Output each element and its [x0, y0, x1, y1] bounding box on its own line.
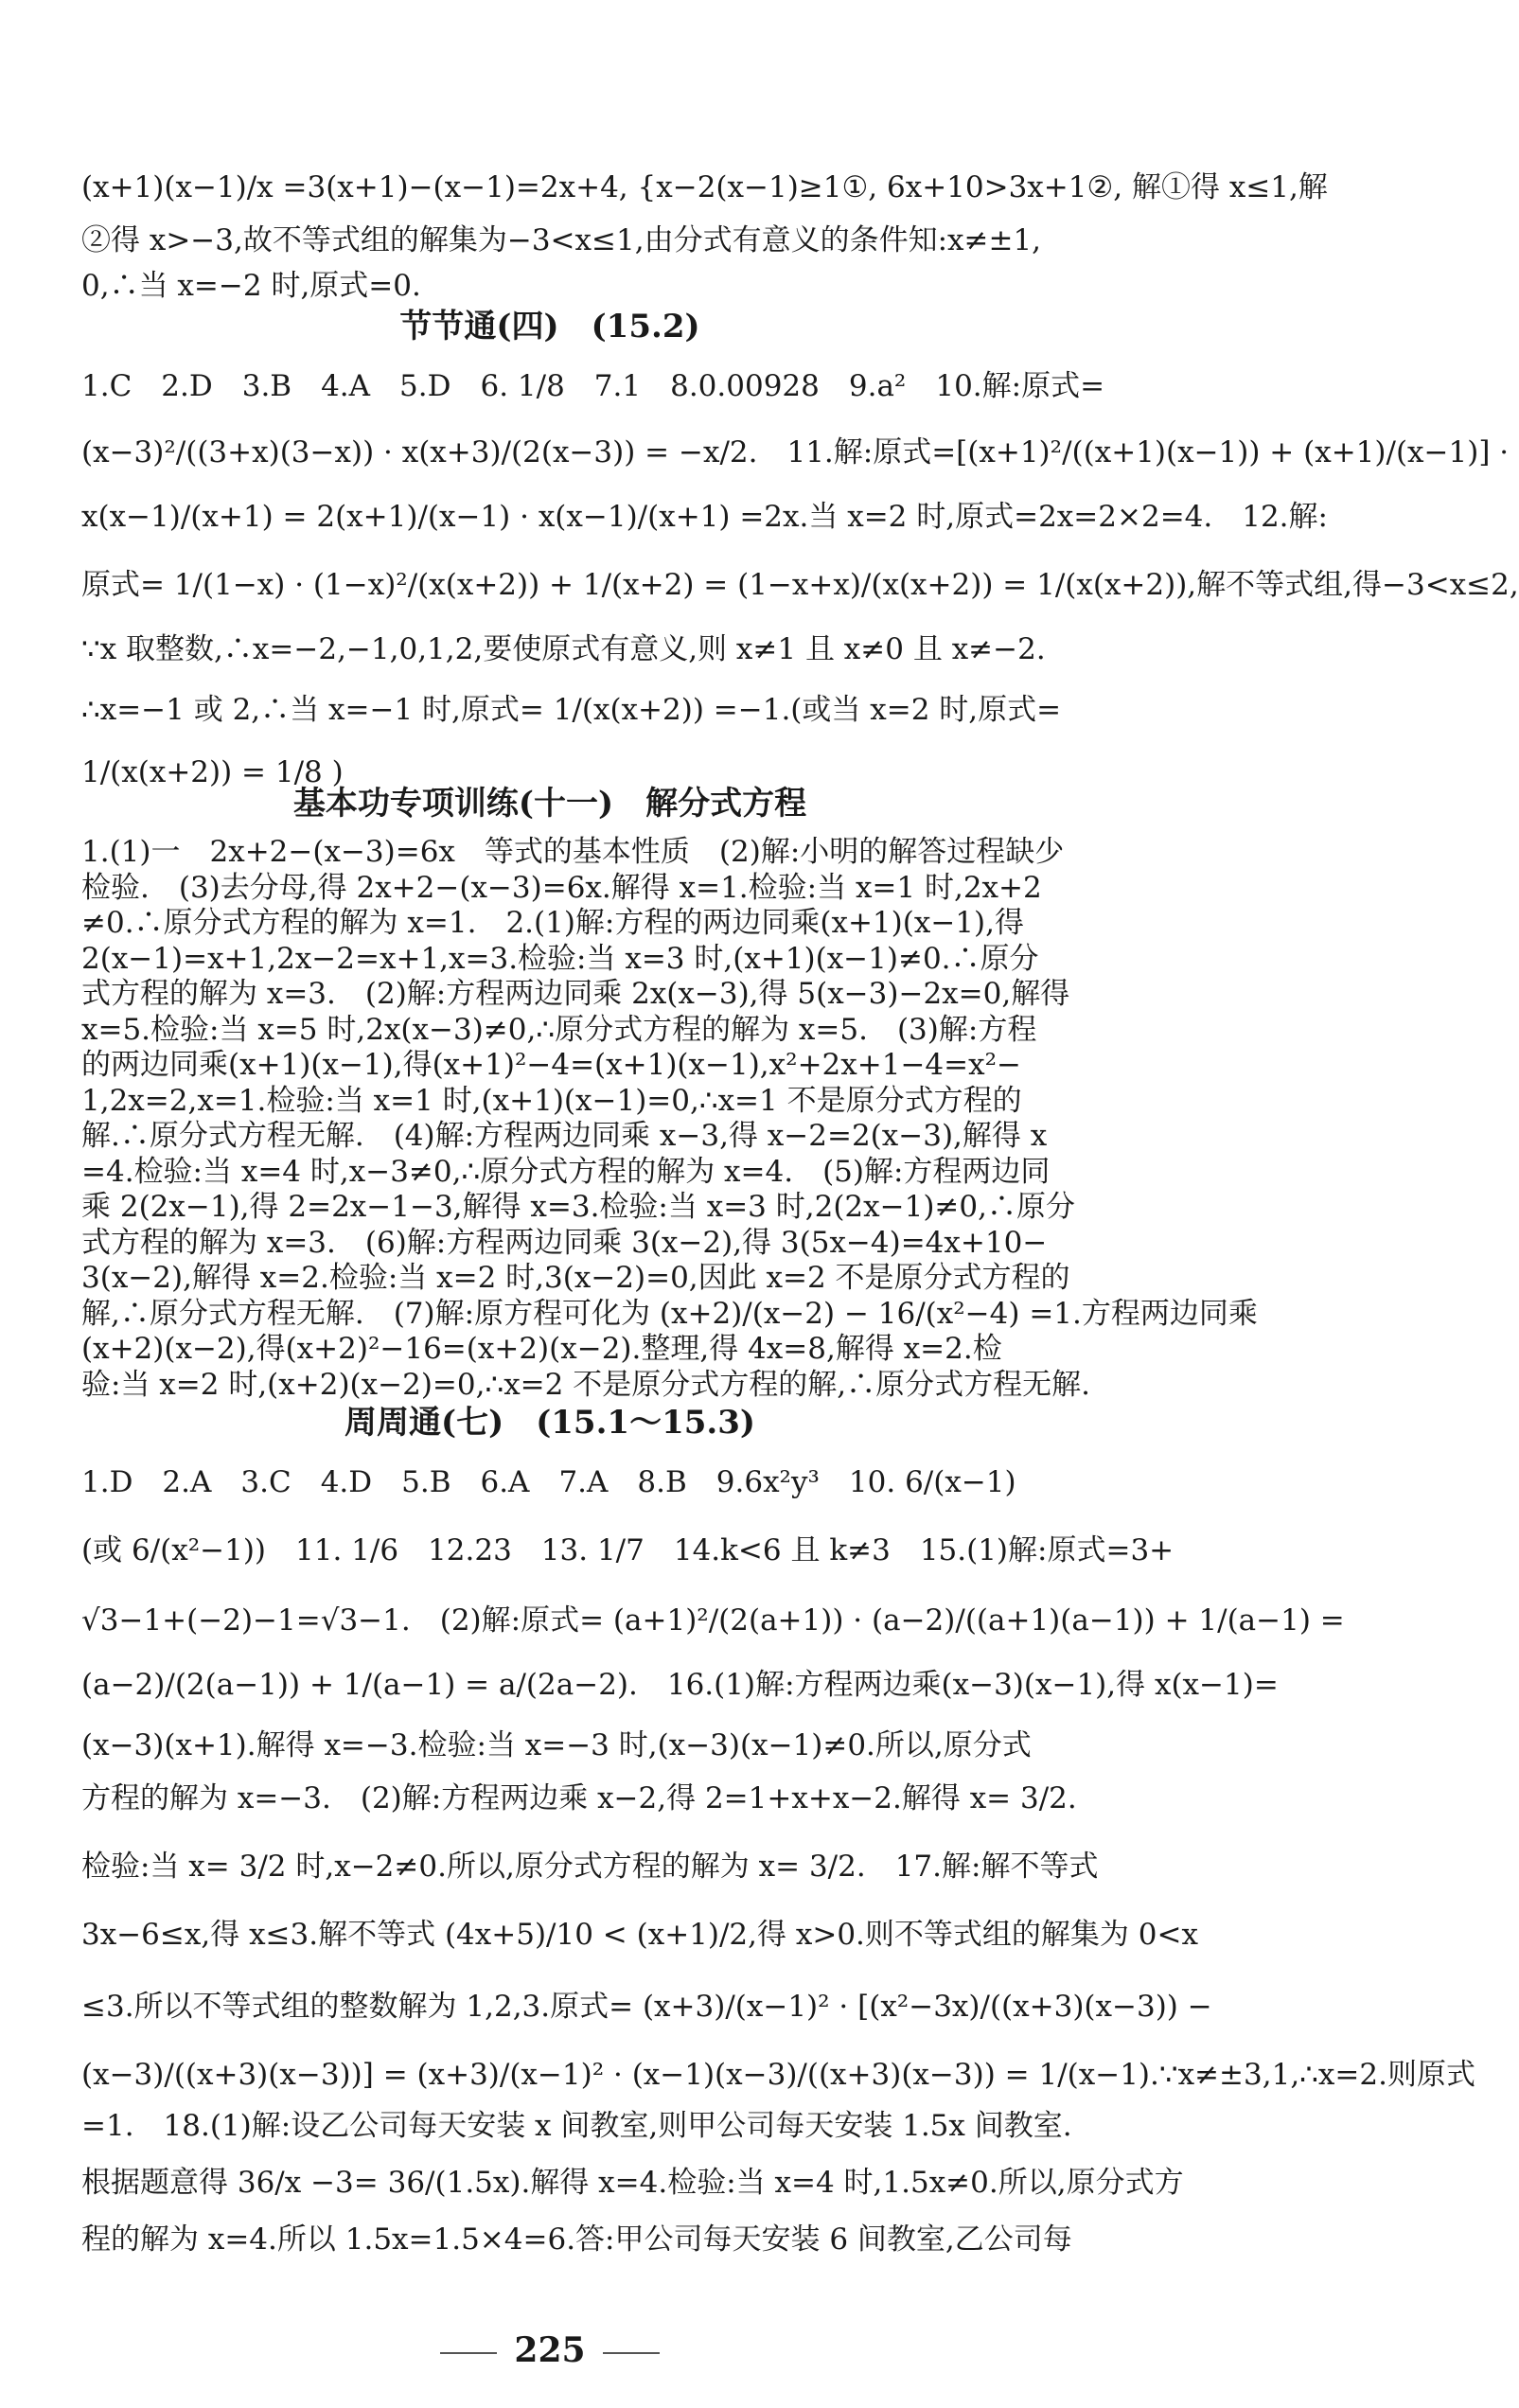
- text-line: 1.D 2.A 3.C 4.D 5.B 6.A 7.A 8.B 9.6x²y³ 10. 6/(x−1): [81, 1465, 1016, 1499]
- text-line: =1. 18.(1)解:设乙公司每天安装 x 间教室,则甲公司每天安装 1.5x 间教室.: [81, 2109, 1072, 2143]
- text-line: x(x−1)/(x+1) = 2(x+1)/(x−1) · x(x−1)/(x+1) =2x.当 x=2 时,原式=2x=2×2=4. 12.解:: [81, 500, 1328, 534]
- section-heading-zhouzhoutong: 周周通(七) (15.1～15.3): [344, 1404, 755, 1442]
- text-line: (x−3)/((x+3)(x−3))] = (x+3)/(x−1)² · (x−1)(x−3)/((x+3)(x−3)) = 1/(x−1).∵x≠±3,1,∴x=2.则原式: [81, 2058, 1475, 2092]
- text-line: x=5.检验:当 x=5 时,2x(x−3)≠0,∴原分式方程的解为 x=5. (3)解:方程: [81, 1012, 1037, 1047]
- text-line: (a−2)/(2(a−1)) + 1/(a−1) = a/(2a−2). 16.(1)解:方程两边乘(x−3)(x−1),得 x(x−1)=: [81, 1668, 1279, 1702]
- section-heading-jibengong: 基本功专项训练(十一) 解分式方程: [292, 785, 807, 823]
- footer-dash-right: [603, 2352, 660, 2354]
- text-line: ②得 x>−3,故不等式组的解集为−3<x≤1,由分式有意义的条件知:x≠±1,: [81, 223, 1042, 257]
- text-line: 乘 2(2x−1),得 2=2x−1−3,解得 x=3.检验:当 x=3 时,2(2x−1)≠0,∴原分: [81, 1190, 1075, 1224]
- text-line: (x−3)²/((3+x)(3−x)) · x(x+3)/(2(x−3)) = −x/2. 11.解:原式=[(x+1)²/((x+1)(x−1)) + (x+1)/(x−1)] ·: [81, 435, 1510, 469]
- text-line: 原式= 1/(1−x) · (1−x)²/(x(x+2)) + 1/(x+2) = (1−x+x)/(x(x+2)) = 1/(x(x+2)),解不等式组,得−3<x≤2,: [81, 568, 1519, 602]
- text-line: 0,∴当 x=−2 时,原式=0.: [81, 269, 421, 303]
- text-line: ≤3.所以不等式组的整数解为 1,2,3.原式= (x+3)/(x−1)² · [(x²−3x)/((x+3)(x−3)) −: [81, 1990, 1212, 2024]
- section-heading-jiejietong: 节节通(四) (15.2): [399, 308, 700, 345]
- text-line: √3−1+(−2)−1=√3−1. (2)解:原式= (a+1)²/(2(a+1)) · (a−2)/((a+1)(a−1)) + 1/(a−1) =: [81, 1603, 1345, 1638]
- text-line: ∵x 取整数,∴x=−2,−1,0,1,2,要使原式有意义,则 x≠1 且 x≠0 且 x≠−2.: [81, 632, 1046, 666]
- text-line: 式方程的解为 x=3. (2)解:方程两边同乘 2x(x−3),得 5(x−3)−2x=0,解得: [81, 977, 1070, 1011]
- text-line: 的两边同乘(x+1)(x−1),得(x+1)²−4=(x+1)(x−1),x²+2x+1−4=x²−: [81, 1048, 1021, 1082]
- text-line: 式方程的解为 x=3. (6)解:方程两边同乘 3(x−2),得 3(5x−4)=4x+10−: [81, 1225, 1048, 1260]
- text-line: 检验. (3)去分母,得 2x+2−(x−3)=6x.解得 x=1.检验:当 x=1 时,2x+2: [81, 870, 1042, 905]
- text-line: 解.∴原分式方程无解. (4)解:方程两边同乘 x−3,得 x−2=2(x−3),解得 x: [81, 1119, 1048, 1153]
- text-line: 1/(x(x+2)) = 1/8 ): [81, 755, 344, 789]
- text-line: 解,∴原分式方程无解. (7)解:原方程可化为 (x+2)/(x−2) − 16/(x²−4) =1.方程两边同乘: [81, 1296, 1258, 1331]
- text-line: 程的解为 x=4.所以 1.5x=1.5×4=6.答:甲公司每天安装 6 间教室,乙公司每: [81, 2222, 1072, 2257]
- text-line: 3(x−2),解得 x=2.检验:当 x=2 时,3(x−2)=0,因此 x=2 不是原分式方程的: [81, 1261, 1070, 1295]
- text-line: ≠0.∴原分式方程的解为 x=1. 2.(1)解:方程的两边同乘(x+1)(x−1),得: [81, 906, 1024, 940]
- text-line: 方程的解为 x=−3. (2)解:方程两边乘 x−2,得 2=1+x+x−2.解得 x= 3/2.: [81, 1781, 1077, 1815]
- text-line: 1,2x=2,x=1.检验:当 x=1 时,(x+1)(x−1)=0,∴x=1 不是原分式方程的: [81, 1083, 1022, 1118]
- text-line: 3x−6≤x,得 x≤3.解不等式 (4x+5)/10 < (x+1)/2,得 x>0.则不等式组的解集为 0<x: [81, 1918, 1198, 1952]
- text-line: 1.(1)一 2x+2−(x−3)=6x 等式的基本性质 (2)解:小明的解答过程缺少: [81, 835, 1065, 869]
- text-line: (或 6/(x²−1)) 11. 1/6 12.23 13. 1/7 14.k<6 且 k≠3 15.(1)解:原式=3+: [81, 1533, 1175, 1567]
- text-line: 根据题意得 36/x −3= 36/(1.5x).解得 x=4.检验:当 x=4 时,1.5x≠0.所以,原分式方: [81, 2166, 1184, 2200]
- text-line: (x+2)(x−2),得(x+2)²−16=(x+2)(x−2).整理,得 4x=8,解得 x=2.检: [81, 1332, 1002, 1366]
- text-line: (x+1)(x−1)/x =3(x+1)−(x−1)=2x+4, {x−2(x−1)≥1①, 6x+10>3x+1②, 解①得 x≤1,解: [81, 170, 1328, 204]
- text-line: 验:当 x=2 时,(x+2)(x−2)=0,∴x=2 不是原分式方程的解,∴原分式方程无解.: [81, 1367, 1090, 1402]
- text-line: 2(x−1)=x+1,2x−2=x+1,x=3.检验:当 x=3 时,(x+1)(x−1)≠0.∴原分: [81, 941, 1039, 976]
- page-number: 225: [514, 2330, 586, 2370]
- text-line: =4.检验:当 x=4 时,x−3≠0,∴原分式方程的解为 x=4. (5)解:方程两边同: [81, 1154, 1051, 1189]
- text-line: (x−3)(x+1).解得 x=−3.检验:当 x=−3 时,(x−3)(x−1)≠0.所以,原分式: [81, 1728, 1032, 1762]
- text-line: 1.C 2.D 3.B 4.A 5.D 6. 1/8 7.1 8.0.00928 9.a² 10.解:原式=: [81, 369, 1105, 403]
- text-line: 检验:当 x= 3/2 时,x−2≠0.所以,原分式方程的解为 x= 3/2. 17.解:解不等式: [81, 1850, 1099, 1884]
- page-number-footer: [0, 2330, 1100, 2370]
- text-line: ∴x=−1 或 2,∴当 x=−1 时,原式= 1/(x(x+2)) =−1.(或当 x=2 时,原式=: [81, 693, 1062, 727]
- footer-dash-left: [440, 2352, 497, 2354]
